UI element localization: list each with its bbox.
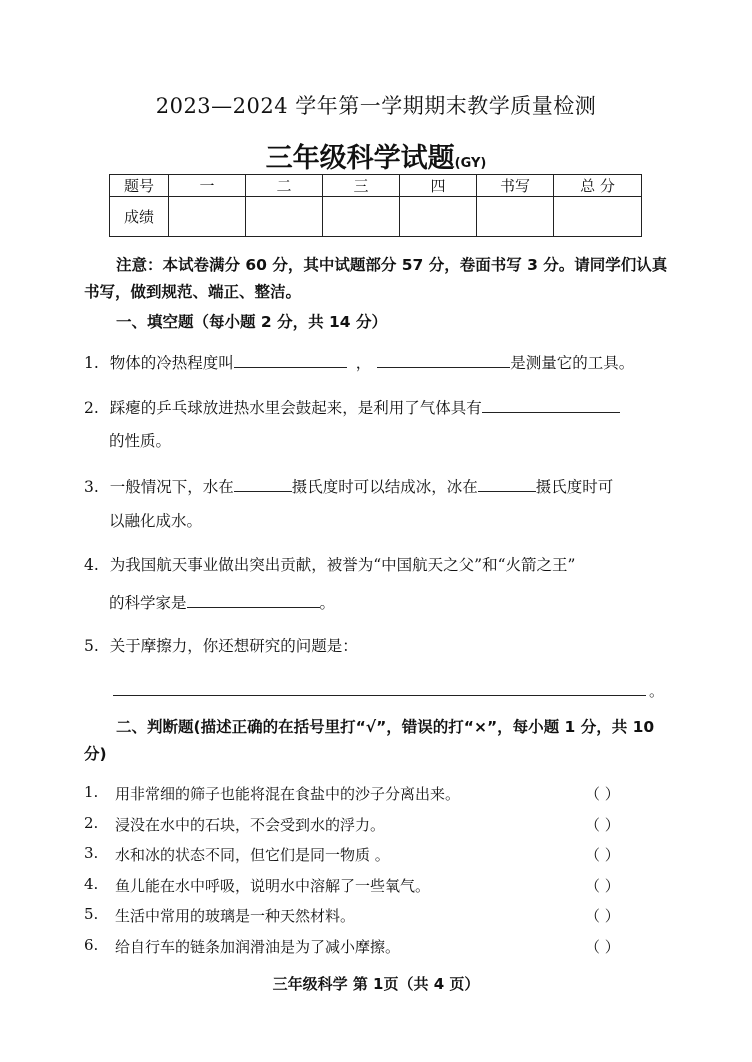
answer-blank[interactable] (234, 474, 292, 492)
question-3 (84, 474, 613, 497)
answer-parentheses[interactable]: （ ） (585, 785, 620, 803)
question-number: 1. (84, 354, 99, 372)
question-number: 3. (84, 478, 99, 496)
item-number: 6. (84, 936, 99, 954)
judgement-item (0, 936, 752, 956)
answer-line-period: 。 (649, 682, 665, 700)
score-table-cell: 书写 (477, 175, 554, 197)
score-input-cell[interactable] (477, 197, 554, 237)
question-1 (84, 350, 634, 373)
item-text: 浸没在水中的石块，不会受到水的浮力。 (115, 816, 386, 834)
question-text: ， (355, 354, 372, 372)
section1-heading: 一、填空题（每小题 2 分，共 14 分） (116, 313, 387, 331)
item-number: 5. (84, 905, 99, 923)
score-table-cell: 题号 (110, 175, 169, 197)
score-input-cell[interactable] (323, 197, 400, 237)
question-2-continued: 的性质。 (109, 432, 172, 450)
subject-title-text: 三年级科学试题 (265, 143, 455, 174)
score-input-cell[interactable] (246, 197, 323, 237)
score-table-cell: 一 (169, 175, 246, 197)
subject-title (0, 136, 752, 175)
judgement-item (0, 844, 752, 864)
question-text: 关于摩擦力，你还想研究的问题是： (109, 637, 358, 655)
question-text: 的科学家是 (109, 594, 187, 612)
score-table (109, 174, 642, 237)
item-number: 2. (84, 814, 99, 832)
question-text: 一般情况下，水在 (109, 478, 234, 496)
judgement-item (0, 783, 752, 803)
score-row-label: 成绩 (110, 197, 169, 237)
score-input-cell[interactable] (554, 197, 642, 237)
score-input-cell[interactable] (169, 197, 246, 237)
page-footer: 三年级科学 第 1页（共 4 页） (272, 975, 480, 993)
question-text: 为我国航天事业做出突出贡献，被誉为“中国航天之父”和“火箭之王” (109, 556, 576, 574)
answer-blank[interactable] (478, 474, 536, 492)
answer-parentheses[interactable]: （ ） (585, 938, 620, 956)
exam-notice: 注意：本试卷满分 60 分，其中试题部分 57 分，卷面书写 3 分。请同学们认真书写，做到规范、端正、整洁。 (84, 256, 668, 301)
score-table-header-row (110, 175, 642, 197)
question-3-continued: 以融化成水。 (109, 512, 203, 530)
question-4 (84, 553, 575, 575)
judgement-item (0, 905, 752, 925)
answer-parentheses[interactable]: （ ） (585, 907, 620, 925)
subject-code: (GY) (454, 156, 487, 171)
answer-blank[interactable] (482, 395, 620, 413)
item-text: 生活中常用的玻璃是一种天然材料。 (115, 907, 356, 925)
answer-parentheses[interactable]: （ ） (585, 846, 620, 864)
section2-heading: 二、判断题(描述正确的在括号里打“√”，错误的打“×”，每小题 1 分，共 10 分) (84, 718, 655, 763)
item-number: 3. (84, 844, 99, 862)
score-table-cell: 三 (323, 175, 400, 197)
answer-parentheses[interactable]: （ ） (585, 877, 620, 895)
item-text: 用非常细的筛子也能将混在食盐中的沙子分离出来。 (115, 785, 461, 803)
answer-blank[interactable] (187, 590, 320, 608)
answer-blank[interactable] (234, 350, 347, 368)
question-text: 物体的冷热程度叫 (109, 354, 234, 372)
score-table-cell: 总 分 (554, 175, 642, 197)
judgement-item (0, 875, 752, 895)
question-number: 5. (84, 637, 99, 655)
score-table-cell: 四 (400, 175, 477, 197)
question-text: 摄氏度时可 (535, 478, 614, 496)
exam-title: 2023—2024 学年第一学期期末教学质量检测 (155, 94, 597, 118)
question-4-continued (109, 590, 335, 613)
question-text: 摄氏度时可以结成冰，冰在 (291, 478, 478, 496)
question-5 (84, 634, 358, 656)
item-text: 鱼儿能在水中呼吸，说明水中溶解了一些氧气。 (115, 877, 431, 895)
item-number: 4. (84, 875, 99, 893)
question-text: 踩瘪的乒乓球放进热水里会鼓起来，是利用了气体具有 (109, 399, 482, 417)
question-text: 是测量它的工具。 (510, 354, 635, 372)
answer-line[interactable] (113, 695, 646, 696)
question-number: 2. (84, 399, 99, 417)
score-table-score-row (110, 197, 642, 237)
item-text: 水和冰的状态不同，但它们是同一物质 。 (115, 846, 390, 864)
item-text: 给自行车的链条加润滑油是为了减小摩擦。 (115, 938, 401, 956)
judgement-item (0, 814, 752, 834)
answer-blank[interactable] (377, 350, 510, 368)
answer-parentheses[interactable]: （ ） (585, 816, 620, 834)
score-table-cell: 二 (246, 175, 323, 197)
question-number: 4. (84, 556, 99, 574)
question-text: 。 (319, 594, 336, 612)
score-input-cell[interactable] (400, 197, 477, 237)
item-number: 1. (84, 783, 99, 801)
question-2 (84, 395, 620, 418)
